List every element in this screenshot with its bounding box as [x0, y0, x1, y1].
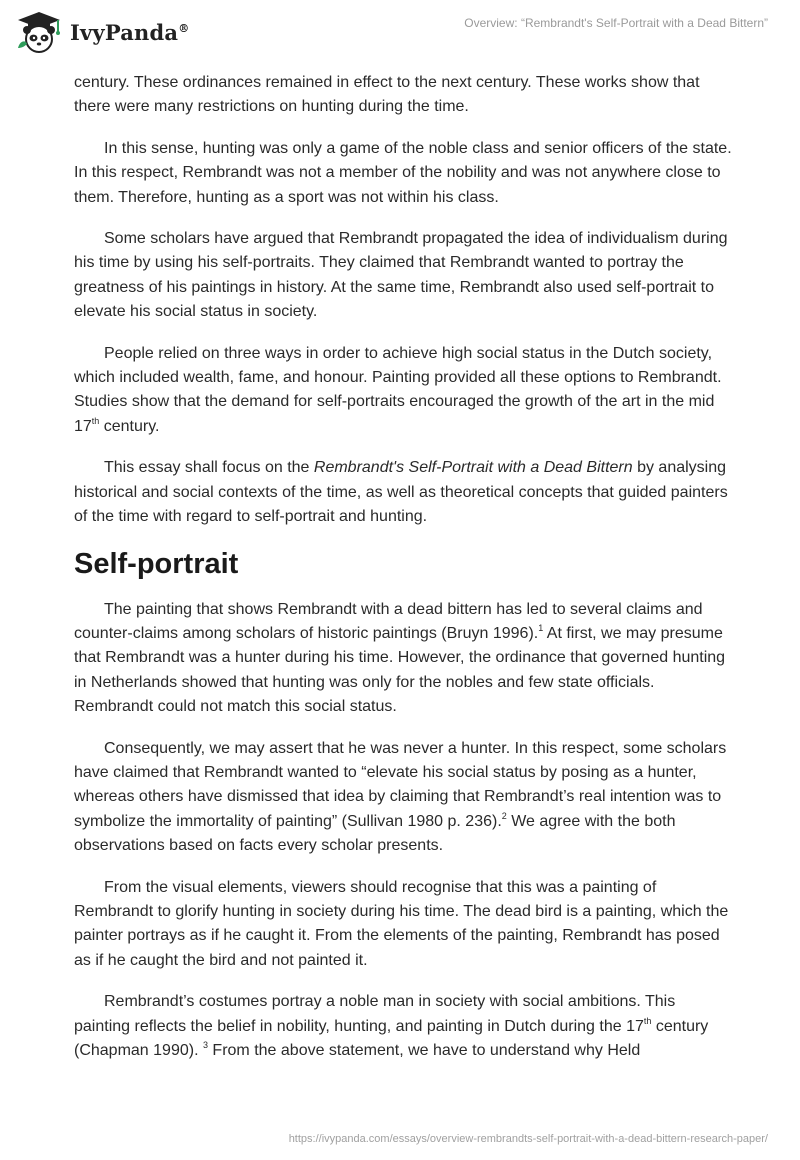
brand-name: IvyPanda® — [70, 19, 190, 45]
paragraph: The painting that shows Rembrandt with a dead bittern has led to several claims and counter-claims among scholars of historic paintings (Bruyn 1996).$^1$ At first, we may presume that Rembrandt was a hunter during his time. However, the ordinance that governed hunting in Netherlands showed that hunting was only for the nobles and few state officials. Rembrandt could not match this social status. — [74, 600, 726, 716]
essay-body — [74, 71, 734, 1080]
paragraph: People relied on three ways in order to achieve high social status in the Dutch society, which included wealth, fame, and honour. Painting provided all these options to Rembrandt. Studies show that the demand for self-portraits encouraged the growth of the art in the mid 17th century. — [74, 344, 722, 435]
paragraph: From the visual elements, viewers should recognise that this was a painting of Rembrandt to glorify hunting in society during his time. The dead bird is a painting, which the painter portrays as if he caught it. From the elements of the painting, Rembrandt has posed as if he caught the bird and not painted it. — [74, 878, 729, 969]
paragraph: century. These ordinances remained in effect to the next century. These works show that there were many restrictions on hunting during the time. — [74, 74, 700, 116]
paragraph: Some scholars have argued that Rembrandt propagated the idea of individualism during his time by using his self-portraits. They claimed that Rembrandt wanted to portray the greatness of his paintings in history. At the same time, Rembrandt also used self-portrait to elevate his social status in society. — [74, 230, 728, 321]
paragraph: Consequently, we may assert that he was never a hunter. In this respect, some scholars have claimed that Rembrandt wanted to “elevate his social status by posing as a hunter, whereas others have dismissed that idea by claiming that Rembrandt’s real intention was to symbolize the immortality of painting” (Sullivan 1980 p. 236).$^2$ We agree with the both observations based on facts every scholar presents. — [74, 739, 727, 855]
paragraph: In this sense, hunting was only a game of the noble class and senior officers of the state. In this respect, Rembrandt was not a member of the nobility and was not anywhere close to them. Therefore, hunting as a sport was not within his class. — [74, 139, 732, 206]
document-title: Overview: “Rembrandt's Self-Portrait with a Dead Bittern” — [464, 16, 768, 30]
footnote-ref[interactable]: 2 — [501, 810, 507, 821]
footnote-ref[interactable]: 3 — [202, 1040, 208, 1050]
superscript: th — [91, 415, 100, 426]
painting-title: Rembrandt's Self-Portrait with a Dead Bittern — [313, 459, 633, 477]
source-url[interactable]: https://ivypanda.com/essays/overview-rembrandts-self-portrait-with-a-dead-bittern-research-paper/ — [288, 1133, 768, 1145]
panda-graduate-icon — [14, 10, 64, 54]
paragraph: This essay shall focus on the Rembrandt's Self-Portrait with a Dead Bittern by analysing historical and social contexts of the time, as well as theoretical concepts that guided painters of the time with regard to self-portrait and hunting. — [74, 459, 728, 526]
footnote-ref[interactable]: 1 — [538, 622, 544, 633]
paragraph: Rembrandt’s costumes portray a noble man in society with social ambitions. This painting reflects the belief in nobility, hunting, and painting in Dutch during the 17th century (Chapman 1990). $^3$ From the above statement, we have to understand why Held — [74, 993, 709, 1059]
superscript: th — [643, 1015, 652, 1026]
page-header — [0, 0, 800, 64]
ivypanda-logo[interactable] — [14, 8, 189, 56]
section-heading: Self-portrait — [74, 547, 239, 580]
